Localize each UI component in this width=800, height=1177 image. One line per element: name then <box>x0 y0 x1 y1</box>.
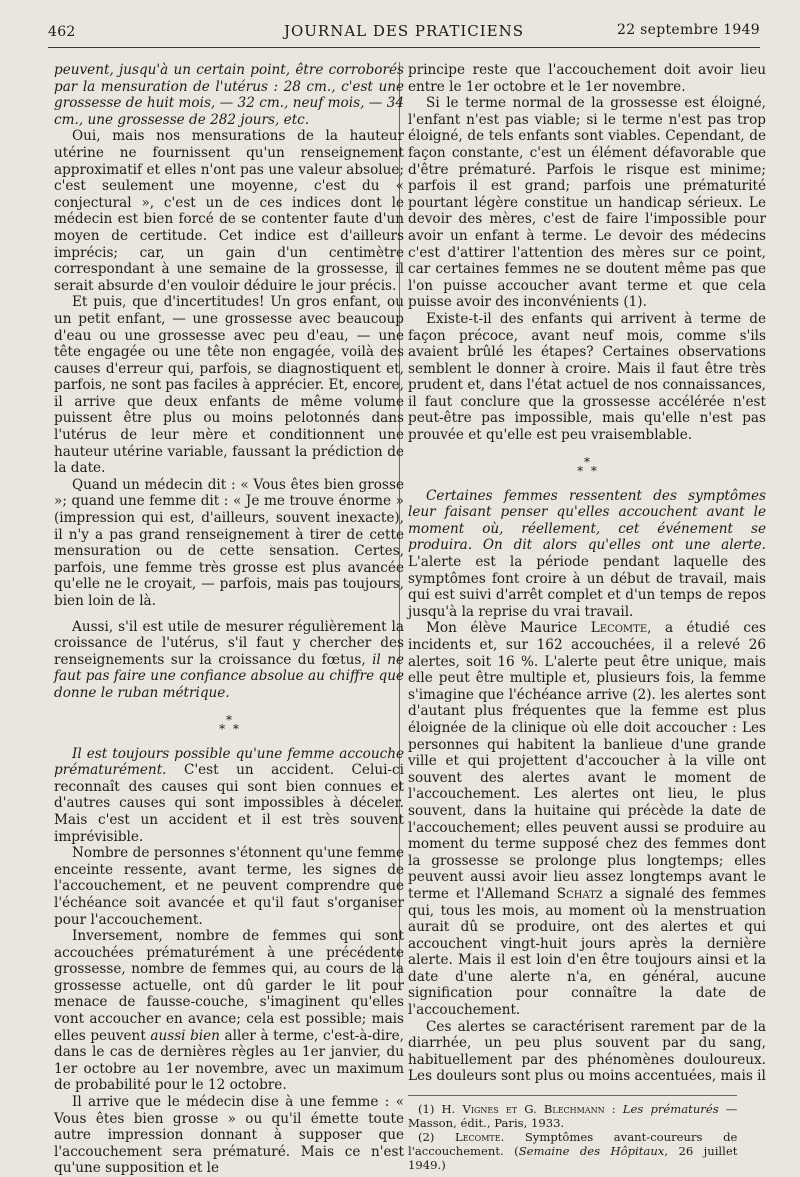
separator-stars-pair: * * <box>577 463 597 478</box>
page-number: 462 <box>48 24 76 40</box>
emphasis-text: aussi bien <box>150 1027 220 1044</box>
emphasis-text: Certaines femmes ressentent des symptômes leur faisant penser qu'elles accouchent avant le moment où, réellement, cet événement se produira. On dit alors qu'elles ont une alerte. <box>408 487 766 554</box>
paragraph <box>408 620 766 1018</box>
journal-name: Semaine des Hôpitaux <box>518 1144 665 1159</box>
journal-title: JOURNAL DES PRATICIENS <box>283 22 525 40</box>
author-name: Lecomte <box>455 1130 501 1145</box>
paragraph <box>54 746 404 846</box>
paragraph: Oui, mais nos mensurations de la hauteur utérine ne fournissent qu'un renseignement approximatif et elles n'ont pas une valeur absolue; c'est seulement une moyenne, c'est du « conjectural », c'est un de ces indices dont le médecin est bien forcé de se contenter faute d'un moyen de certitude. Cet indice est d'ailleurs imprécis; car, un gain d'un centimètre correspondant à une semaine de la grossesse, il serait absurde d'en vouloir déduire le jour précis. <box>54 128 404 294</box>
paragraph: Nombre de personnes s'étonnent qu'une femme enceinte ressente, avant terme, les signes de l'accouchement, et ne peuvent comprendre que l'échéance soit avancée et qu'il faut s'organiser pour l'accouchement. <box>54 845 404 928</box>
emphasis-text: il ne faut pas faire une confiance absolue au chiffre que donne le ruban métrique. <box>54 651 404 701</box>
section-separator <box>408 454 766 478</box>
paragraph-text: a signalé des femmes qui, tous les mois, au moment où la menstruation aurait dû se produire, ont des alertes et qui accouchent vingt-huit jours après la dernière alerte. Mais il est loin d'en être toujours ainsi et la date d'une alerte n'a, en général, aucune signification pour connaître la date de l'accouchement. <box>408 885 766 1019</box>
author-name: Vignes et G. Blechmann <box>462 1102 605 1117</box>
emphasis-text: Il est toujours possible qu'une femme accouche prématurément. <box>54 745 404 779</box>
paragraph-text: L'alerte est la période pendant laquelle des symptômes font croire à un début de travail, mais qui est suivi d'arrêt complet et d'un temps de repos jusqu'à la reprise du vrai travail. <box>408 554 766 620</box>
paragraph: Existe-t-il des enfants qui arrivent à terme de façon précoce, avant neuf mois, comme s'ils avaient brûlé les étapes? Certaines observations semblent le donner à croire. Mais il faut être très prudent et, dans l'état actuel de nos connaissances, il faut conclure que la grossesse accélérée n'est peut-être pas impossible, mais qu'elle n'est pas prouvée et qu'elle est peu vraisemblable. <box>408 310 766 444</box>
paragraph: principe reste que l'accouchement doit avoir lieu entre le 1er octobre et le 1er novembre. <box>408 62 766 95</box>
book-title: Les prématurés <box>622 1102 719 1117</box>
paragraph: peuvent, jusqu'à un certain point, être corroborés par la mensuration de l'utérus : 28 cm., c'est une grossesse de huit mois, — 32 cm., neuf mois, — 34 cm., une grossesse de 282 jours, etc. <box>54 62 404 128</box>
paragraph-text: , a étudié ces incidents et, sur 162 accouchées, il a relevé 26 alertes, soit 16 %. L'alerte peut être unique, mais elle peut être multiple et, plusieurs fois, la femme s'imagine que l'échéance arrive (2). les alertes sont d'autant plus fréquentes que la femme est plus éloignée de la clinique où elle doit accoucher : Les personnes qui habitent la banlieue d'une grande ville et qui projettent d'accoucher à la ville ont souvent des alertes avant le moment de l'accouchement. Les alertes ont lieu, le plus souvent, dans la huitaine qui précède la date de l'accouchement; elles peuvent aussi se produire au moment du terme supposé chez des femmes dont la grossesse se prolonge plus longtemps; elles peuvent aussi avoir lieu assez longtemps avant le terme et l'Allemand <box>408 620 766 902</box>
page-header <box>48 18 760 40</box>
section-separator <box>54 712 404 736</box>
paragraph <box>54 619 404 702</box>
paragraph: Et puis, que d'incertitudes! Un gros enfant, ou un petit enfant, — une grossesse avec beaucoup d'eau ou une grossesse avec peu d'eau, — une tête engagée ou une tête non engagée, voilà des causes d'erreur qui, parfois, se diagnostiquent et, parfois, ne sont pas faciles à apprécier. Et, encore, il arrive que deux enfants de même volume puissent être plus ou moins pelotonnés dans l'utérus de leur mère et conditionnent une hauteur utérine variable, faussant la prédiction de la date. <box>54 294 404 477</box>
paragraph-text: aller à terme, c'est-à-dire, dans le cas de dernières règles au 1er janvier, du 1er octobre au 1er novembre, avec un maximum de probabilité pour le 12 octobre. <box>54 1027 404 1094</box>
header-rule <box>48 47 760 48</box>
footnotes <box>408 1095 737 1172</box>
paragraph: Si le terme normal de la grossesse est éloigné, l'enfant n'est pas viable; si le terme n'est pas trop éloigné, de tels enfants sont viables. Cependant, de façon constante, c'est un élément défavorable que d'être prématuré. Parfois le risque est minime; parfois il est grand; parfois une prématurité pourtant légère constitue un handicap sérieux. Le devoir des mères, c'est de faire l'impossible pour avoir un enfant à terme. Le devoir des médecins c'est d'attirer l'attention des mères sur ce point, car certaines femmes ne se doutent même pas que l'on puisse accoucher avant terme et que cela puisse avoir des inconvénients (1). <box>408 95 766 311</box>
paragraph: Il arrive que le médecin dise à une femme : « Vous êtes bien grosse » ou qu'il émette toute autre impression donnant à supposer que l'accouchement sera prématuré. Mais ce n'est qu'une supposition et le <box>54 1094 404 1177</box>
footnote: (1) H. Vignes et G. Blechmann : Les prématurés — Masson, édit., Paris, 1933. <box>408 1102 738 1131</box>
paragraph: Quand un médecin dit : « Vous êtes bien grosse »; quand une femme dit : « Je me trouve énorme » (impression qui est, d'ailleurs, souvent inexacte), il n'y a pas grand renseignement à tirer de cette mensuration ou de cette sensation. Certes, parfois, une femme très grosse est plus avancée qu'elle ne le croyait, — parfois, mais pas toujours, bien loin de là. <box>54 476 404 609</box>
paragraph <box>408 488 766 621</box>
paragraph-text: C'est un accident. Celui-ci reconnaît des causes qui sont bien connues et d'autres causes qui sont impossibles à déceler. Mais c'est un accident et il est très souvent imprévisible. <box>54 762 404 845</box>
right-column <box>408 62 766 1173</box>
issue-date: 22 septembre 1949 <box>616 22 760 38</box>
paragraph <box>54 928 404 1094</box>
author-name: Lecomte <box>590 620 648 637</box>
paragraph: Ces alertes se caractérisent rarement par de la diarrhée, un peu plus souvent par du sang, habituellement par des phénomènes douloureux. Les douleurs sont plus ou moins accentuées, mais il <box>408 1018 766 1085</box>
separator-stars-pair: * * <box>219 721 239 736</box>
separator-star: * <box>226 712 232 727</box>
paragraph-text: Mon élève Maurice <box>426 620 591 637</box>
separator-star: * <box>584 454 590 469</box>
footnote: (2) Lecomte. Symptômes avant-coureurs de l'accouchement. (Semaine des Hôpitaux, 26 juillet 1949.) <box>408 1130 738 1173</box>
paragraph-text: Aussi, s'il est utile de mesurer régulièrement la croissance de l'utérus, s'il faut y chercher des renseignements sur la croissance du fœtus, <box>54 618 404 668</box>
author-name: Schatz <box>556 885 603 902</box>
left-column <box>54 62 404 1177</box>
paragraph-text: Inversement, nombre de femmes qui sont accouchées prématurément à une précédente grossesse, nombre de femmes qui, au cours de la grossesse actuelle, ont dû garder le lit pour menace de fausse-couche, s'imaginent qu'elles vont accoucher en avance; cela est possible; mais elles peuvent <box>54 928 404 1044</box>
